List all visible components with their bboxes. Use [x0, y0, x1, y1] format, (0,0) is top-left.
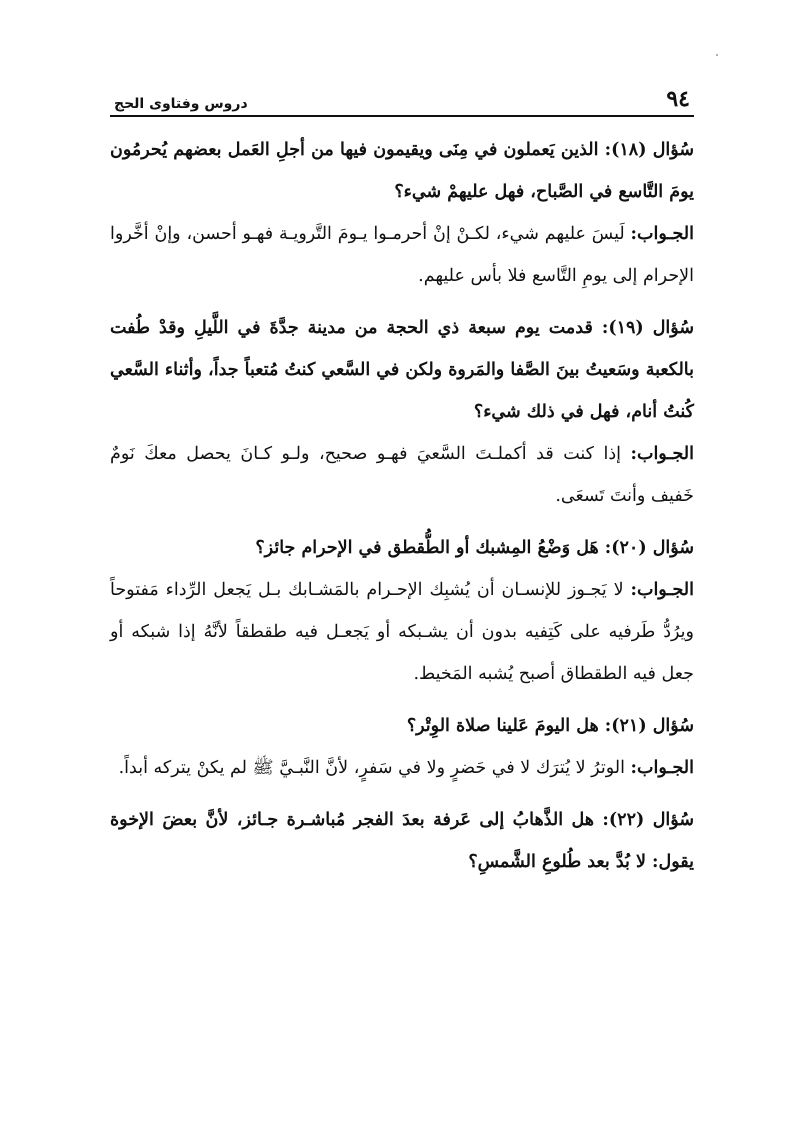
- answer-text: لا يَجـوز للإنسـان أن يُشبِك الإحـرام بالمَشـابك بـل يَجعل الرِّداء مَفتوحاً ويرُدُّ طَرفيه على كَتِفيه بدون أن يشـبكه أو يَجعـل فيه طقطقاً لأنَّهُ إذا شبكه أو جعل فيه الطقطاق أصبح يُشبه المَخيط.: [110, 580, 694, 684]
- answer-label: الجـواب:: [630, 580, 694, 600]
- answer-label: الجـواب:: [630, 758, 694, 778]
- question-20: سُؤال (٢٠): هَل وَضْعُ المِشبك أو الطُّقطق في الإحرام جائز؟: [255, 538, 694, 558]
- answer-text: لَيسَ عليهم شيء، لكـنْ إنْ أحرمـوا يـومَ التَّرويـة فهـو أحسن، وإنْ أخَّروا الإحرام إلى يومِ التَّاسع فلا بأس عليهم.: [110, 224, 694, 286]
- answer-21: [110, 747, 694, 789]
- page-content: [110, 117, 694, 883]
- question-18: سُؤال (١٨): الذين يَعملون في مِنَى ويقيمون فيها من أجلِ العَمل بعضهم يُحرمُون يومَ التَّاسع في الصَّباح، فهل عليهمْ شيء؟: [110, 140, 694, 202]
- answer-label: الجـواب:: [630, 444, 694, 464]
- page-header: [110, 78, 694, 117]
- question-19: سُؤال (١٩): قدمت يوم سبعة ذي الحجة من مدينة جدَّةَ في اللَّيلِ وقدْ طُفت بالكعبة وسَعيتُ بينَ الصَّفا والمَروة ولكن في السَّعي كنتُ مُتعباً جداً، وأثناء السَّعي كُنتُ أنام، فهل في ذلك شيء؟: [110, 318, 694, 422]
- answer-19: [110, 433, 694, 517]
- page-number: ٩٤: [666, 86, 690, 112]
- question-22: سُؤال (٢٢): هل الذَّهابُ إلى عَرفة بعدَ الفجر مُباشـرة جـائز، لأنَّ بعضَ الإخوة يقول: لا بُدَّ بعد طُلوعِ الشَّمسِ؟: [110, 810, 694, 872]
- qa-block-20: [110, 527, 694, 695]
- qa-block-18: [110, 129, 694, 297]
- question-21: سُؤال (٢١): هل اليومَ عَلينا صلاة الوِتْر؟: [406, 716, 694, 736]
- qa-block-22: [110, 799, 694, 883]
- qa-block-21: [110, 705, 694, 789]
- page-mark-dot: [716, 54, 718, 56]
- answer-label: الجـواب:: [630, 224, 694, 244]
- answer-20: [110, 569, 694, 695]
- qa-block-19: [110, 307, 694, 517]
- answer-text: إذا كنت قد أكملـتَ السَّعيَ فهـو صحيح، ولـو كـانَ يحصل معكَ نَومٌ خَفيف وأنتَ تَسعَى.: [110, 444, 694, 506]
- answer-text: الوترُ لا يُترَك لا في حَضرٍ ولا في سَفرٍ، لأنَّ النَّبـيَّ ﷺ لم يكنْ يتركه أبداً.: [118, 758, 625, 778]
- running-title: دروس وفتاوى الحج: [114, 96, 248, 112]
- answer-18: [110, 213, 694, 297]
- book-page: [110, 78, 694, 893]
